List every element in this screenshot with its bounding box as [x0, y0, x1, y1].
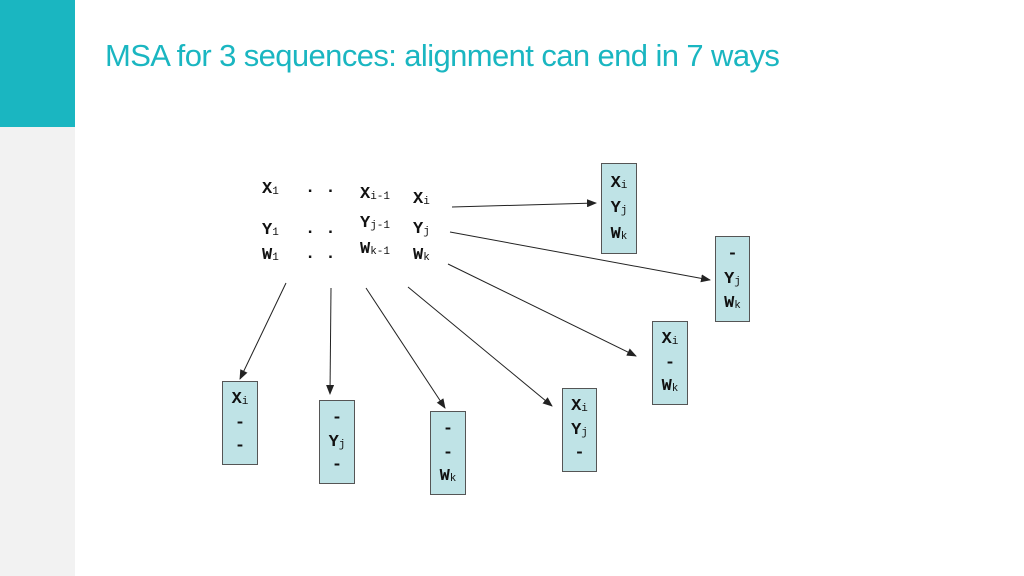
box-xi-yj-wk: [601, 163, 637, 254]
src-y-cur: $Y_j$: [413, 220, 430, 239]
src-y-first: $Y_1$: [262, 221, 279, 240]
box-line: -: [331, 408, 343, 428]
src-x-prev: $X_{i-1}$: [360, 185, 391, 204]
box-line: $X_i$: [231, 389, 249, 409]
src-w-dots: . .: [305, 245, 336, 264]
box-line: $Y_j$: [610, 199, 628, 218]
box-line: -: [574, 444, 585, 464]
box-xi-yj-gap: [562, 388, 597, 472]
box-line: $W_k$: [661, 377, 679, 397]
src-x-dots: . .: [305, 179, 336, 198]
src-y-prev: $Y_{j-1}$: [360, 214, 391, 233]
arrow-to-gyg: [330, 288, 331, 394]
src-x-first: $X_1$: [262, 180, 279, 199]
arrow-to-xyw: [452, 203, 596, 207]
box-line: -: [234, 437, 246, 457]
box-gap-yj-wk: [715, 236, 750, 322]
box-line: $X_i$: [610, 173, 628, 193]
box-xi-gap-wk: [652, 321, 688, 405]
box-line: -: [442, 443, 454, 463]
arrow-to-xgg: [240, 283, 286, 379]
box-line: $W_k$: [439, 467, 457, 487]
box-line: $Y_j$: [724, 269, 741, 289]
box-line: -: [331, 456, 343, 476]
box-line: -: [442, 419, 454, 439]
box-line: $W_k$: [724, 293, 741, 313]
src-w-cur: $W_k$: [413, 246, 430, 265]
box-line: $Y_j$: [571, 420, 588, 440]
box-line: $X_i$: [661, 329, 679, 349]
src-w-first: $W_1$: [262, 246, 279, 265]
arrow-to-xgw: [448, 264, 636, 356]
src-x-cur: $X_i$: [413, 190, 430, 209]
src-w-prev: $W_{k-1}$: [360, 240, 391, 259]
box-line: $Y_j$: [328, 432, 346, 452]
box-line: -: [727, 245, 738, 265]
box-line: $X_i$: [571, 396, 588, 416]
src-y-dots: . .: [305, 220, 336, 239]
arrow-to-gyw: [450, 232, 710, 280]
box-line: -: [664, 353, 676, 373]
arrow-to-ggw: [366, 288, 445, 408]
box-gap-yj-gap: [319, 400, 355, 484]
box-gap-gap-wk: [430, 411, 466, 495]
box-xi-gap-gap: [222, 381, 258, 465]
box-line: $W_k$: [610, 224, 628, 244]
box-line: -: [234, 413, 246, 433]
slide-title: MSA for 3 sequences: alignment can end in 7 ways: [105, 38, 780, 73]
